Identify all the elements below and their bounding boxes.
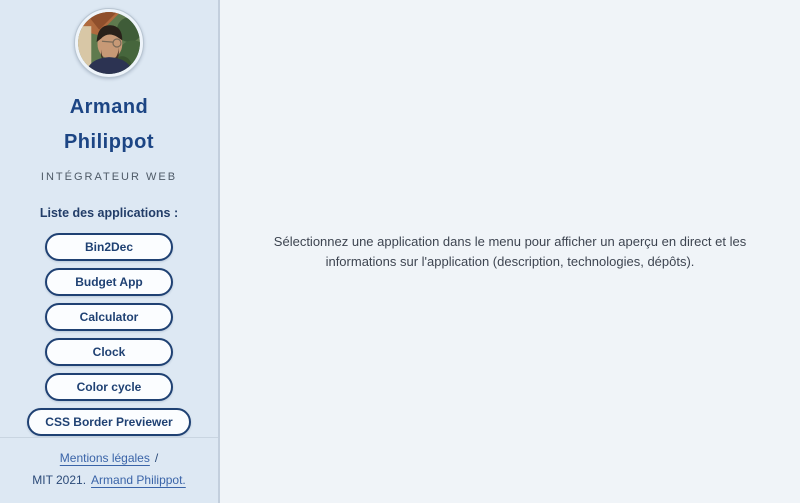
- job-title: INTÉGRATEUR WEB: [40, 171, 178, 183]
- avatar-photo-icon: [78, 12, 140, 74]
- empty-state-message: [274, 232, 746, 272]
- empty-state-line-1: Sélectionnez une application dans le menu pour afficher un aperçu en direct et les: [273, 233, 747, 249]
- app-button-budget-app[interactable]: Budget App: [45, 268, 173, 296]
- app-button-bin2dec[interactable]: Bin2Dec: [45, 233, 173, 261]
- main-panel: [220, 0, 800, 503]
- app-button-color-cycle[interactable]: Color cycle: [45, 373, 173, 401]
- sidebar-footer: [0, 437, 218, 503]
- apps-nav: [0, 233, 218, 437]
- app-button-css-border-previewer[interactable]: CSS Border Previewer: [27, 408, 190, 436]
- footer-license-line: [0, 469, 218, 491]
- page-title: Armand Philippot: [63, 96, 155, 153]
- license-text: MIT 2021.: [32, 473, 87, 487]
- author-link[interactable]: Armand Philippot.: [91, 473, 186, 487]
- legal-notice-link[interactable]: Mentions légales: [59, 451, 150, 465]
- sidebar: [0, 0, 220, 503]
- avatar: [74, 8, 144, 78]
- app-button-calculator[interactable]: Calculator: [45, 303, 173, 331]
- empty-state-line-2: informations sur l'application (description, technologies, dépôts).: [325, 253, 695, 269]
- footer-legal-line: [0, 447, 218, 469]
- footer-separator: /: [154, 451, 159, 465]
- app-button-clock[interactable]: Clock: [45, 338, 173, 366]
- apps-list-heading: Liste des applications :: [39, 206, 179, 220]
